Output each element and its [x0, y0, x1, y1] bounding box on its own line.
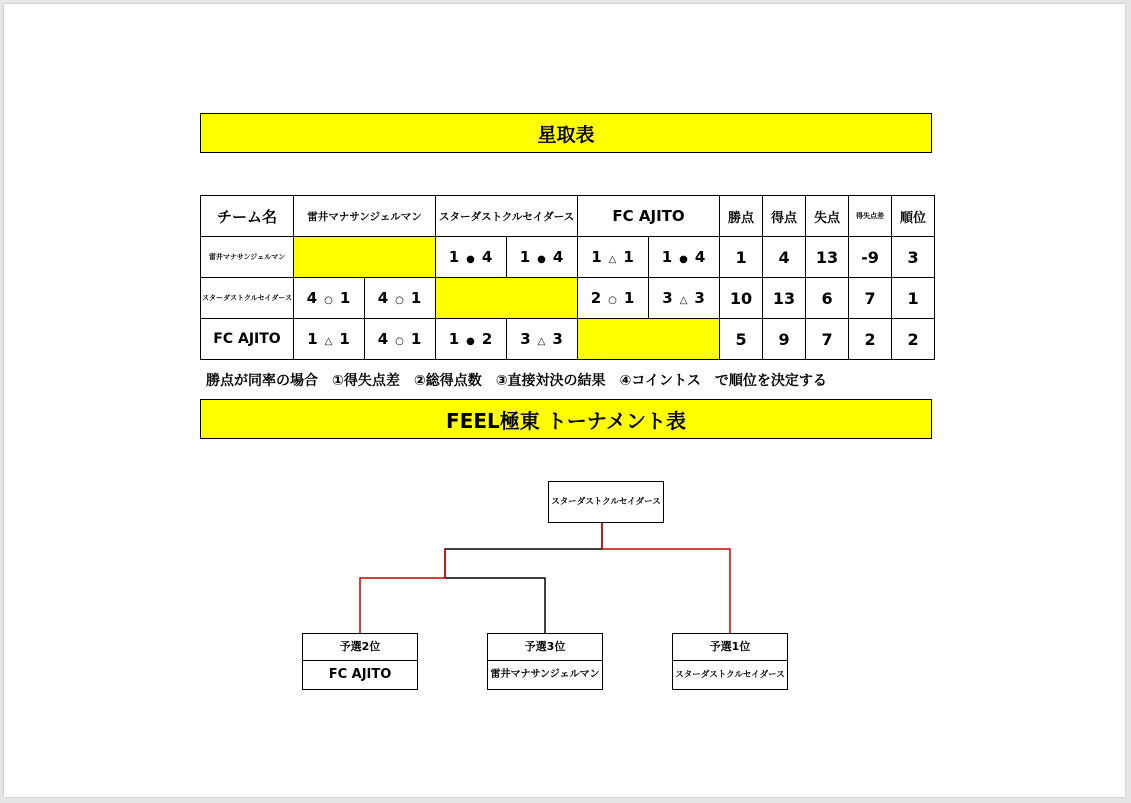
score-own: 1	[307, 330, 319, 348]
result-symbol: ●	[537, 254, 547, 265]
header-goal-diff: 得失点差	[849, 196, 892, 237]
result-symbol: ○	[608, 295, 618, 306]
result-symbol: ●	[466, 254, 476, 265]
result-symbol: △	[608, 254, 618, 265]
bracket-slot-team: スターダストクルセイダース	[675, 670, 785, 680]
standings-title: 星取表	[537, 123, 595, 146]
score-opponent: 1	[410, 330, 423, 348]
goals-for-cell: 4	[763, 237, 806, 278]
score-own: 1	[591, 248, 603, 266]
header-col1: 雷井マナサンジェルマン	[294, 196, 436, 237]
bracket-slot-3	[672, 633, 788, 690]
score-opponent: 4	[694, 248, 707, 266]
goals-for-cell: 13	[763, 278, 806, 319]
score-own: 1	[448, 330, 461, 348]
result-symbol: △	[679, 295, 689, 306]
score-own: 4	[306, 289, 319, 307]
header-team: チーム名	[201, 196, 294, 237]
goals-against-cell: 6	[806, 278, 849, 319]
rank-cell: 3	[892, 237, 935, 278]
tiebreak-note: 勝点が同率の場合 ①得失点差 ②総得点数 ③直接対決の結果 ④コイントス で順位を決定する	[206, 373, 827, 389]
document-page	[4, 4, 1125, 797]
header-goals-against: 失点	[806, 196, 849, 237]
bracket-winner-box: スターダストクルセイダース	[548, 481, 664, 523]
goal-diff-cell: 2	[849, 319, 892, 360]
bracket-slot-team: 雷井マナサンジェルマン	[490, 669, 600, 680]
rank-cell: 2	[892, 319, 935, 360]
score-opponent: 1	[623, 248, 635, 266]
bracket-slot-seed: 予選3位	[488, 634, 602, 661]
goals-against-cell: 7	[806, 319, 849, 360]
score-own: 1	[448, 248, 461, 266]
bracket-slot-1	[302, 633, 418, 690]
tournament-title: FEEL極東 トーナメント表	[446, 408, 686, 433]
score-opponent: 2	[481, 330, 494, 348]
bracket-slot-team: FC AJITO	[328, 667, 392, 682]
bracket-line-semi-left	[360, 578, 445, 634]
bracket-slot-seed: 予選2位	[303, 634, 417, 661]
goal-diff-cell: 7	[849, 278, 892, 319]
header-goals-for: 得点	[763, 196, 806, 237]
bracket-slot-2	[487, 633, 603, 690]
team-name-cell: スターダストクルセイダース	[201, 278, 294, 319]
result-symbol: △	[324, 336, 334, 347]
goals-for-cell: 9	[763, 319, 806, 360]
bracket-line-final-right	[602, 522, 730, 634]
header-col3: FC AJITO	[578, 196, 720, 237]
score-own: 4	[377, 330, 390, 348]
score-opponent: 1	[623, 289, 636, 307]
header-rank: 順位	[892, 196, 935, 237]
score-own: 3	[520, 330, 532, 348]
result-symbol: ●	[466, 336, 476, 347]
header-points: 勝点	[720, 196, 763, 237]
score-opponent: 1	[339, 330, 351, 348]
result-symbol: ●	[679, 254, 689, 265]
result-symbol: ○	[395, 336, 405, 347]
score-opponent: 3	[552, 330, 564, 348]
rank-cell: 1	[892, 278, 935, 319]
team-name-cell: 雷井マナサンジェルマン	[201, 237, 294, 278]
goal-diff-cell: -9	[849, 237, 892, 278]
bracket-line-final-left	[445, 522, 602, 578]
score-opponent: 4	[552, 248, 565, 266]
score-opponent: 4	[481, 248, 494, 266]
points-cell: 10	[720, 278, 763, 319]
points-cell: 1	[720, 237, 763, 278]
score-own: 1	[519, 248, 532, 266]
score-opponent: 1	[339, 289, 352, 307]
score-own: 2	[590, 289, 603, 307]
result-symbol: ○	[395, 295, 405, 306]
score-opponent: 1	[410, 289, 423, 307]
score-own: 1	[661, 248, 674, 266]
bracket-line-semi-right	[445, 578, 545, 634]
bracket-slot-seed: 予選1位	[673, 634, 787, 661]
goals-against-cell: 13	[806, 237, 849, 278]
score-own: 3	[662, 289, 674, 307]
header-col2: スターダストクルセイダース	[436, 196, 578, 237]
score-own: 4	[377, 289, 390, 307]
team-name-cell: FC AJITO	[201, 319, 294, 360]
result-symbol: ○	[324, 295, 334, 306]
score-opponent: 3	[694, 289, 706, 307]
points-cell: 5	[720, 319, 763, 360]
result-symbol: △	[537, 336, 547, 347]
